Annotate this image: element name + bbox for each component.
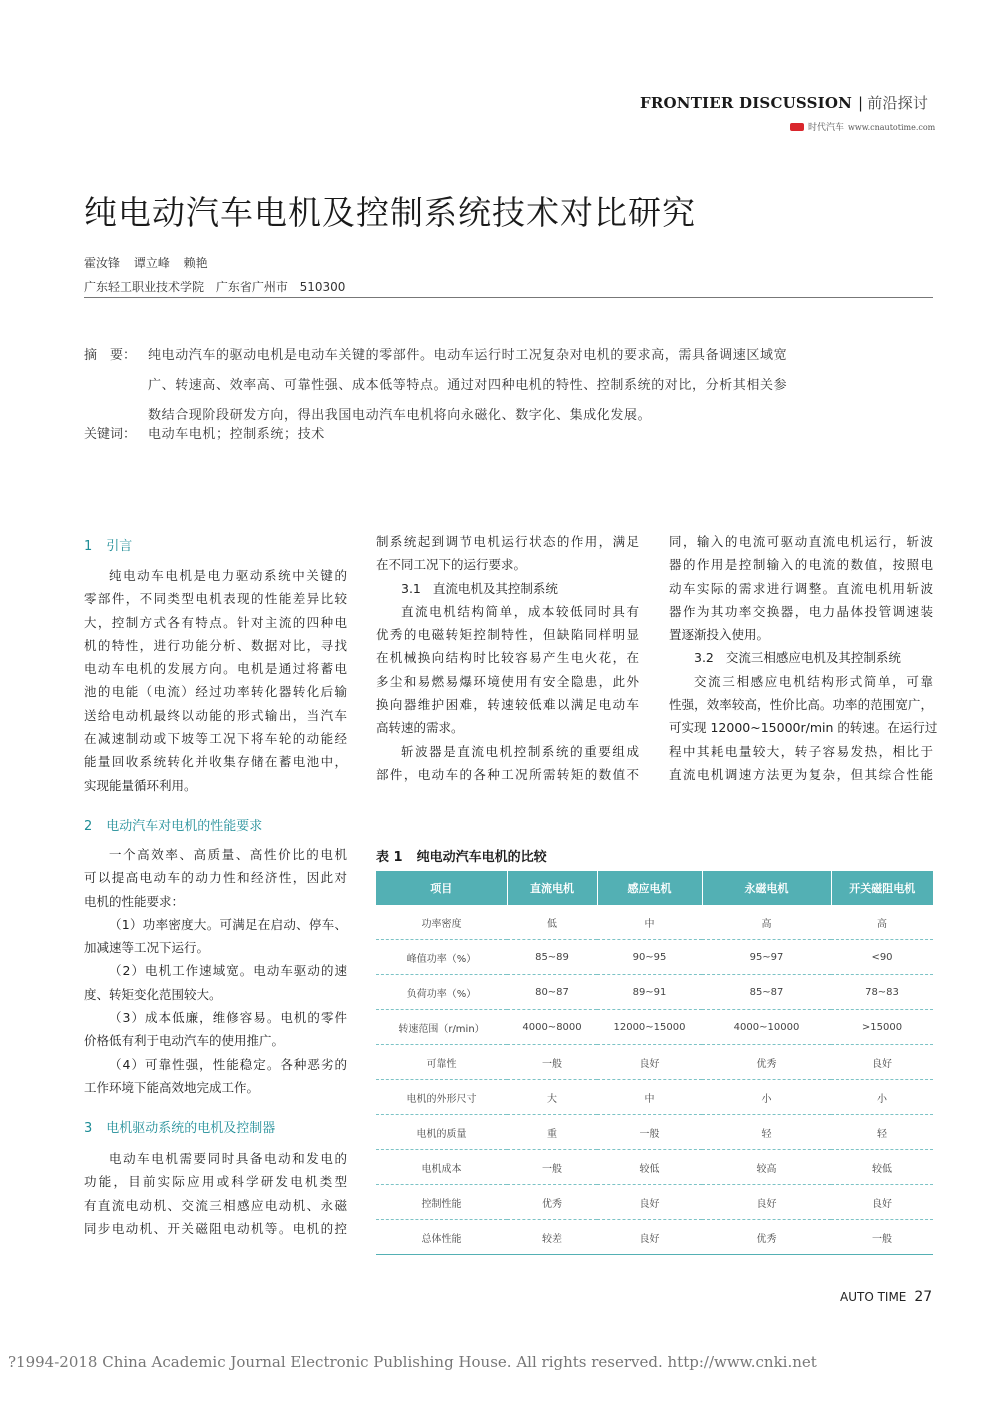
table-cell: 80~87 <box>507 975 597 1010</box>
body-line: 在不同工况下的运行要求。 <box>376 557 527 573</box>
column-3-body <box>669 530 938 786</box>
abstract-line: 数结合现阶段研发方向，得出我国电动汽车电机将向永磁化、数字化、集成化发展。 <box>148 408 652 423</box>
body-line: 性强，效率较高，性价比高。功率的范围宽广， <box>669 697 933 713</box>
body-line: 部件，电动车的各种工况所需转矩的数值不 <box>376 766 639 782</box>
table-number: 表 1 <box>376 850 403 865</box>
body-line: 电机的性能要求： <box>84 893 185 909</box>
abstract-text <box>148 341 934 431</box>
section-3-body <box>84 1147 347 1240</box>
table-row <box>376 905 933 940</box>
body-line: 换向器维护困难，转速较低难以满足电动车 <box>376 697 639 713</box>
table-header-cell: 直流电机 <box>507 871 597 905</box>
table-row <box>376 1010 933 1045</box>
table-cell: 电机的质量 <box>376 1115 507 1150</box>
table-cell: 可靠性 <box>376 1045 507 1080</box>
table-cell: 优秀 <box>702 1045 831 1080</box>
abstract-label: 摘 要： <box>84 348 137 363</box>
table-cell: 中 <box>597 1080 702 1115</box>
keywords-label: 关键词： <box>84 427 137 442</box>
body-line: 能量回收系统转化并收集存储在蓄电池中， <box>84 754 347 770</box>
body-line: 优秀的电磁转矩控制特性，但缺陷同样明显 <box>376 627 639 643</box>
table-cell: 中 <box>597 905 702 940</box>
body-line: 大，控制方式各有特点。针对主流的四种电 <box>84 614 347 630</box>
table-cell: 功率密度 <box>376 905 507 940</box>
table-header-cell: 项目 <box>376 871 507 905</box>
page-number: 27 <box>914 1289 933 1305</box>
table-cell: 总体性能 <box>376 1220 507 1255</box>
table-cell: 一般 <box>507 1045 597 1080</box>
subsection-title: 直流电机及其控制系统 <box>432 580 558 596</box>
body-line: （4）可靠性强，性能稳定。各种恶劣的 <box>109 1056 347 1072</box>
table-cell: 良好 <box>831 1045 933 1080</box>
subsection-heading-3-1 <box>376 577 639 600</box>
section-header-cn: 前沿探讨 <box>867 94 929 112</box>
publication-name: 时代汽车 <box>808 123 845 133</box>
body-line: 池的电能（电流）经过功率转化器转化后输 <box>84 684 347 700</box>
table-cell: 85~87 <box>702 975 831 1010</box>
table-cell: 电机成本 <box>376 1150 507 1185</box>
body-line: 器作为其功率交换器，电力晶体投管调速装 <box>669 603 933 619</box>
table-cell: 良好 <box>597 1045 702 1080</box>
table-cell: 良好 <box>831 1185 933 1220</box>
publication-site: www.cnautotime.com <box>848 123 936 132</box>
body-line: （1）功率密度大。可满足在启动、停车、 <box>109 916 347 932</box>
body-line: 动车实际的需求进行调整。直流电机用斩波 <box>669 580 933 596</box>
body-line: 程中其耗电量较大，转子容易发热，相比于 <box>669 743 933 759</box>
table-cell: 高 <box>702 905 831 940</box>
table-cell: 轻 <box>831 1115 933 1150</box>
table-row <box>376 1150 933 1185</box>
subsection-number: 3.1 <box>401 580 421 596</box>
body-line: 多尘和易燃易爆环境使用有安全隐患，此外 <box>376 673 639 689</box>
table-cell: 较低 <box>597 1150 702 1185</box>
table-caption <box>376 846 547 865</box>
copyright-notice: ?1994-2018 China Academic Journal Electronic Publishing House. All rights reserved. http://www.cnki.net <box>8 1353 817 1371</box>
body-line: 制系统起到调节电机运行状态的作用，满足 <box>376 534 639 549</box>
table-cell: 4000~8000 <box>507 1010 597 1045</box>
table-cell: 较高 <box>702 1150 831 1185</box>
section-number: 3 <box>84 1121 93 1136</box>
body-line: 同步电动机、开关磁阻电动机等。电机的控 <box>84 1220 347 1236</box>
table-cell: 转速范围（r/min） <box>376 1010 507 1045</box>
body-line: 价格低有利于电动汽车的使用推广。 <box>84 1033 285 1049</box>
table-cell: 一般 <box>597 1115 702 1150</box>
table-cell: 较差 <box>507 1220 597 1255</box>
section-heading-1 <box>84 535 132 554</box>
body-line: 机的特性，进行功能分析、数据对比，寻找 <box>84 637 347 653</box>
table-row <box>376 1080 933 1115</box>
body-line: 一个高效率、高质量、高性价比的电机 <box>109 847 347 862</box>
table-cell: 优秀 <box>702 1220 831 1255</box>
table-row <box>376 1045 933 1080</box>
table-cell: 95~97 <box>702 940 831 975</box>
table-cell: 优秀 <box>507 1185 597 1220</box>
subsection-heading-3-2 <box>669 646 933 669</box>
body-line: 加减速等工况下运行。 <box>84 940 210 956</box>
section-2-body <box>84 843 347 1099</box>
body-line: 在减速制动或下坡等工况下将车轮的动能经 <box>84 731 347 747</box>
section-1-body <box>84 564 347 797</box>
table-cell: >15000 <box>831 1010 933 1045</box>
section-number: 1 <box>84 539 93 554</box>
table-cell: <90 <box>831 940 933 975</box>
table-cell: 负荷功率（%） <box>376 975 507 1010</box>
section-header <box>640 92 928 113</box>
section-header-en: FRONTIER DISCUSSION <box>640 94 852 112</box>
body-line: 功能，目前实际应用或科学研发电机类型 <box>84 1174 347 1190</box>
body-line: 工作环境下能高效地完成工作。 <box>84 1079 260 1095</box>
abstract-line: 广、转速高、效率高、可靠性强、成本低等特点。通过对四种电机的特性、控制系统的对比，分析其相关参 <box>148 378 788 393</box>
publication-logo-icon <box>790 123 804 131</box>
table-header-row <box>376 871 933 905</box>
paper-title: 纯电动汽车电机及控制系统技术对比研究 <box>84 193 696 232</box>
table-cell: 85~89 <box>507 940 597 975</box>
table-cell: 一般 <box>507 1150 597 1185</box>
section-separator: | <box>858 94 864 112</box>
body-line: 有直流电动机、交流三相感应电动机、永磁 <box>84 1197 347 1213</box>
body-line: 电动车电机的发展方向。电机是通过将蓄电 <box>84 661 347 677</box>
section-heading-3 <box>84 1117 275 1136</box>
body-line: 同，输入的电流可驱动直流电机运行，斩波 <box>669 534 933 549</box>
table-cell: 控制性能 <box>376 1185 507 1220</box>
table-cell: 12000~15000 <box>597 1010 702 1045</box>
body-line: 高转速的需求。 <box>376 720 464 736</box>
publication-line <box>790 120 935 133</box>
table-cell: 良好 <box>702 1185 831 1220</box>
body-line: 送给电动机最终以动能的形式输出，当汽车 <box>84 707 347 723</box>
body-line: 零部件，不同类型电机表现的性能差异比较 <box>84 591 347 607</box>
table-row <box>376 975 933 1010</box>
header-divider <box>84 297 933 298</box>
body-line: 实现能量循环利用。 <box>84 777 197 793</box>
table-cell: 较低 <box>831 1150 933 1185</box>
author-list: 霍汝锋 谭立峰 赖艳 <box>84 256 208 270</box>
column-2-body <box>376 530 639 786</box>
table-cell: 轻 <box>702 1115 831 1150</box>
body-line: 电动车电机需要同时具备电动和发电的 <box>109 1151 347 1166</box>
table-title: 纯电动汽车电机的比较 <box>416 850 547 865</box>
body-line: 斩波器是直流电机控制系统的重要组成 <box>401 743 639 759</box>
table-cell: 低 <box>507 905 597 940</box>
table-cell: 高 <box>831 905 933 940</box>
table-cell: 小 <box>702 1080 831 1115</box>
subsection-number: 3.2 <box>694 650 714 666</box>
body-line: 度、转矩变化范围较大。 <box>84 986 222 1002</box>
section-number: 2 <box>84 819 93 834</box>
table-row <box>376 1115 933 1150</box>
table-cell: 一般 <box>831 1220 933 1255</box>
page-footer <box>840 1289 932 1305</box>
body-line: 可实现 12000~15000r/min 的转速。在运行过 <box>669 720 938 736</box>
body-line: 直流电机调速方法更为复杂，但其综合性能 <box>669 766 933 782</box>
body-line: 可以提高电动车的动力性和经济性，因此对 <box>84 870 347 886</box>
body-line: （3）成本低廉，维修容易。电机的零件 <box>109 1010 347 1026</box>
subsection-title: 交流三相感应电机及其控制系统 <box>725 650 901 666</box>
table-cell: 重 <box>507 1115 597 1150</box>
table-cell: 89~91 <box>597 975 702 1010</box>
table-cell: 小 <box>831 1080 933 1115</box>
table-header-cell: 感应电机 <box>597 871 702 905</box>
table-cell: 90~95 <box>597 940 702 975</box>
affiliation: 广东轻工职业技术学院 广东省广州市 510300 <box>84 280 346 294</box>
section-title: 电机驱动系统的电机及控制器 <box>106 1121 276 1136</box>
table-header-cell: 永磁电机 <box>702 871 831 905</box>
body-line: 器的作用是控制输入的电流的数值，按照电 <box>669 557 933 573</box>
journal-name: AUTO TIME <box>840 1290 907 1304</box>
table-cell: 良好 <box>597 1220 702 1255</box>
table-header-cell: 开关磁阻电机 <box>831 871 933 905</box>
section-title: 引言 <box>106 539 133 554</box>
table-cell: 峰值功率（%） <box>376 940 507 975</box>
section-title: 电动汽车对电机的性能要求 <box>106 819 263 834</box>
table-cell: 78~83 <box>831 975 933 1010</box>
section-heading-2 <box>84 815 262 834</box>
body-line: 直流电机结构简单，成本较低同时具有 <box>401 603 639 619</box>
body-line: （2）电机工作速域宽。电动车驱动的速 <box>109 963 347 979</box>
keywords-text <box>148 420 934 450</box>
body-line: 交流三相感应电机结构形式简单，可靠 <box>694 673 933 689</box>
keywords-line: 电动车电机；控制系统；技术 <box>148 427 325 442</box>
table-row <box>376 940 933 975</box>
abstract-line: 纯电动汽车的驱动电机是电动车关键的零部件。电动车运行时工况复杂对电机的要求高，需具备调速区域宽 <box>148 348 788 363</box>
body-line: 置逐渐投入使用。 <box>669 627 770 643</box>
body-line: 纯电动车电机是电力驱动系统中关键的 <box>109 568 347 583</box>
table-row <box>376 1220 933 1255</box>
table-cell: 电机的外形尺寸 <box>376 1080 507 1115</box>
body-line: 在机械换向结构时比较容易产生电火花，在 <box>376 650 639 666</box>
table-cell: 良好 <box>597 1185 702 1220</box>
table-row <box>376 1185 933 1220</box>
comparison-table <box>376 871 933 1255</box>
table-cell: 大 <box>507 1080 597 1115</box>
table-cell: 4000~10000 <box>702 1010 831 1045</box>
